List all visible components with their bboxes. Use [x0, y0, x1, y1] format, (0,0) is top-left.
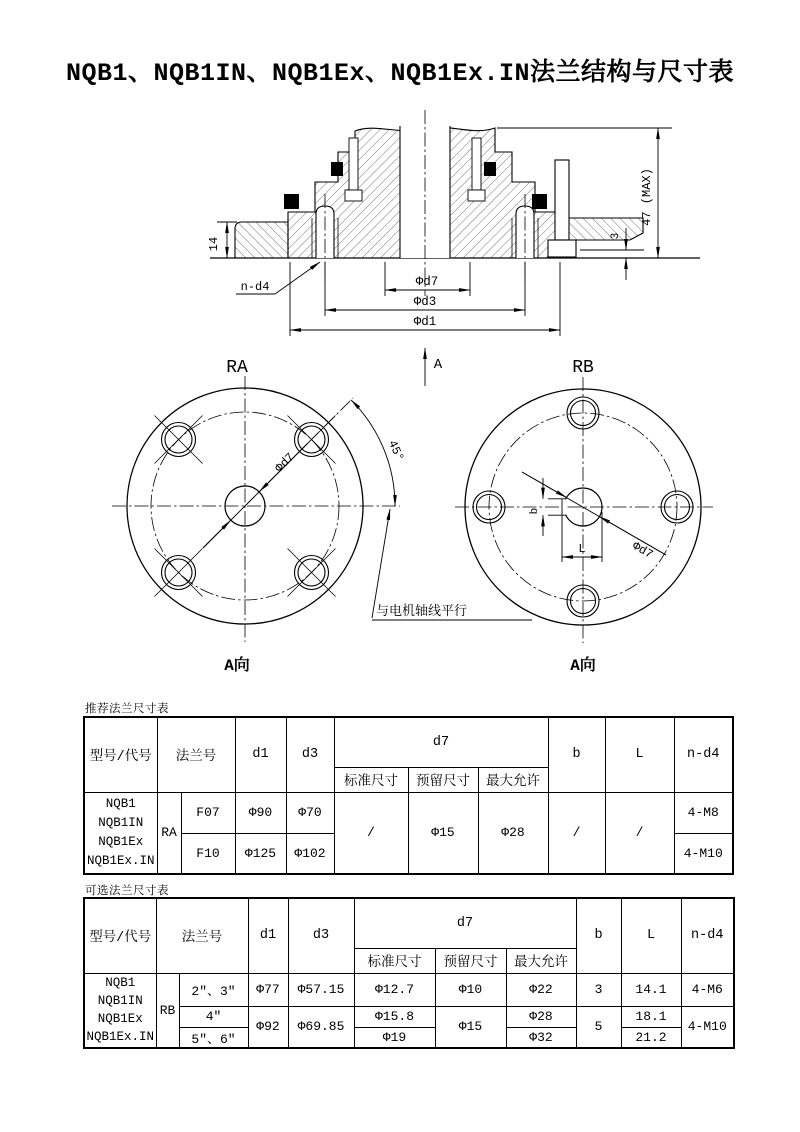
- dim-d7: Φd7: [415, 275, 439, 289]
- t2-flange-r2: 4": [179, 1006, 248, 1027]
- t2-l-r1: 14.1: [621, 973, 681, 1006]
- t1-h-d3: d3: [286, 717, 334, 792]
- t2-h-d7-max: 最大允许: [506, 948, 576, 973]
- model-name: NQB1: [105, 976, 136, 991]
- t1-flange-f10: F10: [181, 833, 235, 874]
- label-n-d4: n-d4: [240, 280, 270, 294]
- model-name: NQB1Ex.IN: [86, 853, 155, 868]
- t2-d7max-r1: Φ22: [506, 973, 576, 1006]
- t1-d7-reserved: Φ15: [408, 792, 478, 874]
- t2-h-d3: d3: [288, 898, 354, 973]
- t2-d7std-r2: Φ15.8: [354, 1006, 435, 1027]
- t2-h-model: 型号/代号: [84, 898, 156, 973]
- t2-series: RB: [156, 973, 179, 1048]
- motor-axis-note: 与电机轴线平行: [376, 603, 468, 618]
- t1-d1-f07: Φ90: [235, 792, 286, 833]
- t2-nd4-r1: 4-M6: [681, 973, 734, 1006]
- t1-nd4-f07: 4-M8: [674, 792, 733, 833]
- t2-d7std-r3: Φ19: [354, 1027, 435, 1048]
- table2-caption: 可选法兰尺寸表: [85, 885, 169, 897]
- t2-l-r2: 18.1: [621, 1006, 681, 1027]
- rb-title: RB: [572, 358, 594, 378]
- model-name: NQB1Ex.IN: [86, 1030, 154, 1045]
- page-title: NQB1、NQB1IN、NQB1Ex、NQB1Ex.IN法兰结构与尺寸表: [65, 59, 735, 88]
- t2-flange-r1: 2"、3": [179, 973, 248, 1006]
- view-ra: [112, 376, 532, 642]
- ra-view-label: A向: [224, 657, 250, 675]
- t1-h-d1: d1: [235, 717, 286, 792]
- rb-view-label: A向: [570, 657, 596, 675]
- t2-d7std-r1: Φ12.7: [354, 973, 435, 1006]
- t1-d7-max: Φ28: [478, 792, 548, 874]
- t1-h-d7-max: 最大允许: [478, 767, 548, 792]
- dim-height-max: 47 (MAX): [640, 168, 654, 226]
- t2-h-d1: d1: [248, 898, 288, 973]
- rb-d7-label: Φd7: [629, 538, 656, 562]
- view-rb: [455, 377, 713, 643]
- dim-d3: Φd3: [413, 295, 437, 309]
- t2-h-b: b: [576, 898, 621, 973]
- t2-d1-r23: Φ92: [248, 1006, 288, 1048]
- t2-d1-r1: Φ77: [248, 973, 288, 1006]
- t2-b-r23: 5: [576, 1006, 621, 1048]
- t2-d3-r23: Φ69.85: [288, 1006, 354, 1048]
- ra-d7-label: Φd7: [272, 450, 298, 476]
- dim-d1: Φd1: [413, 315, 437, 329]
- t1-h-d7-reserved: 预留尺寸: [408, 767, 478, 792]
- t2-l-r3: 21.2: [621, 1027, 681, 1048]
- t2-model-list: [84, 973, 156, 1048]
- t1-h-nd4: n-d4: [674, 717, 733, 792]
- view-arrow-label: A: [433, 357, 443, 373]
- model-name: NQB1Ex: [98, 834, 144, 849]
- t2-d3-r1: Φ57.15: [288, 973, 354, 1006]
- optional-flange-table: [83, 897, 735, 1049]
- t1-l: /: [605, 792, 674, 874]
- table1-caption: 推荐法兰尺寸表: [85, 703, 169, 715]
- ra-angle-label: 45°: [384, 438, 407, 464]
- flange-technical-drawing: [60, 100, 740, 690]
- recommended-flange-table: [83, 716, 734, 875]
- t2-d7res-r23: Φ15: [435, 1006, 506, 1048]
- t1-d3-f10: Φ102: [286, 833, 334, 874]
- rb-key-length-label: L: [578, 542, 586, 556]
- t2-nd4-r23: 4-M10: [681, 1006, 734, 1048]
- t1-model-list: [84, 792, 157, 874]
- cross-section-view: [210, 110, 700, 296]
- t1-flange-f07: F07: [181, 792, 235, 833]
- model-name: NQB1Ex: [97, 1012, 143, 1027]
- t2-h-l: L: [621, 898, 681, 973]
- dim-plate-thickness: 14: [207, 236, 221, 252]
- t2-b-r1: 3: [576, 973, 621, 1006]
- t2-h-nd4: n-d4: [681, 898, 734, 973]
- model-name: NQB1IN: [97, 994, 143, 1009]
- t1-h-l: L: [605, 717, 674, 792]
- t1-b: /: [548, 792, 605, 874]
- t1-h-b: b: [548, 717, 605, 792]
- t2-h-flange-no: 法兰号: [156, 898, 248, 973]
- t1-h-d7-std: 标准尺寸: [334, 767, 408, 792]
- t2-flange-r3: 5"、6": [179, 1027, 248, 1048]
- t1-d3-f07: Φ70: [286, 792, 334, 833]
- t1-d7-std: /: [334, 792, 408, 874]
- t2-h-d7: d7: [354, 898, 576, 948]
- t2-d7max-r3: Φ32: [506, 1027, 576, 1048]
- t1-h-flange-no: 法兰号: [157, 717, 235, 792]
- ra-title: RA: [226, 358, 248, 378]
- t1-series: RA: [157, 792, 181, 874]
- t1-h-d7: d7: [334, 717, 548, 767]
- t1-nd4-f10: 4-M10: [674, 833, 733, 874]
- rb-key-width-label: b: [529, 507, 541, 515]
- model-name: NQB1: [105, 796, 136, 811]
- t2-d7res-r1: Φ10: [435, 973, 506, 1006]
- dim-gap: 3: [610, 232, 622, 240]
- t2-h-d7-std: 标准尺寸: [354, 948, 435, 973]
- model-name: NQB1IN: [98, 815, 144, 830]
- t1-h-model: 型号/代号: [84, 717, 157, 792]
- t1-d1-f10: Φ125: [235, 833, 286, 874]
- t2-h-d7-reserved: 预留尺寸: [435, 948, 506, 973]
- t2-d7max-r2: Φ28: [506, 1006, 576, 1027]
